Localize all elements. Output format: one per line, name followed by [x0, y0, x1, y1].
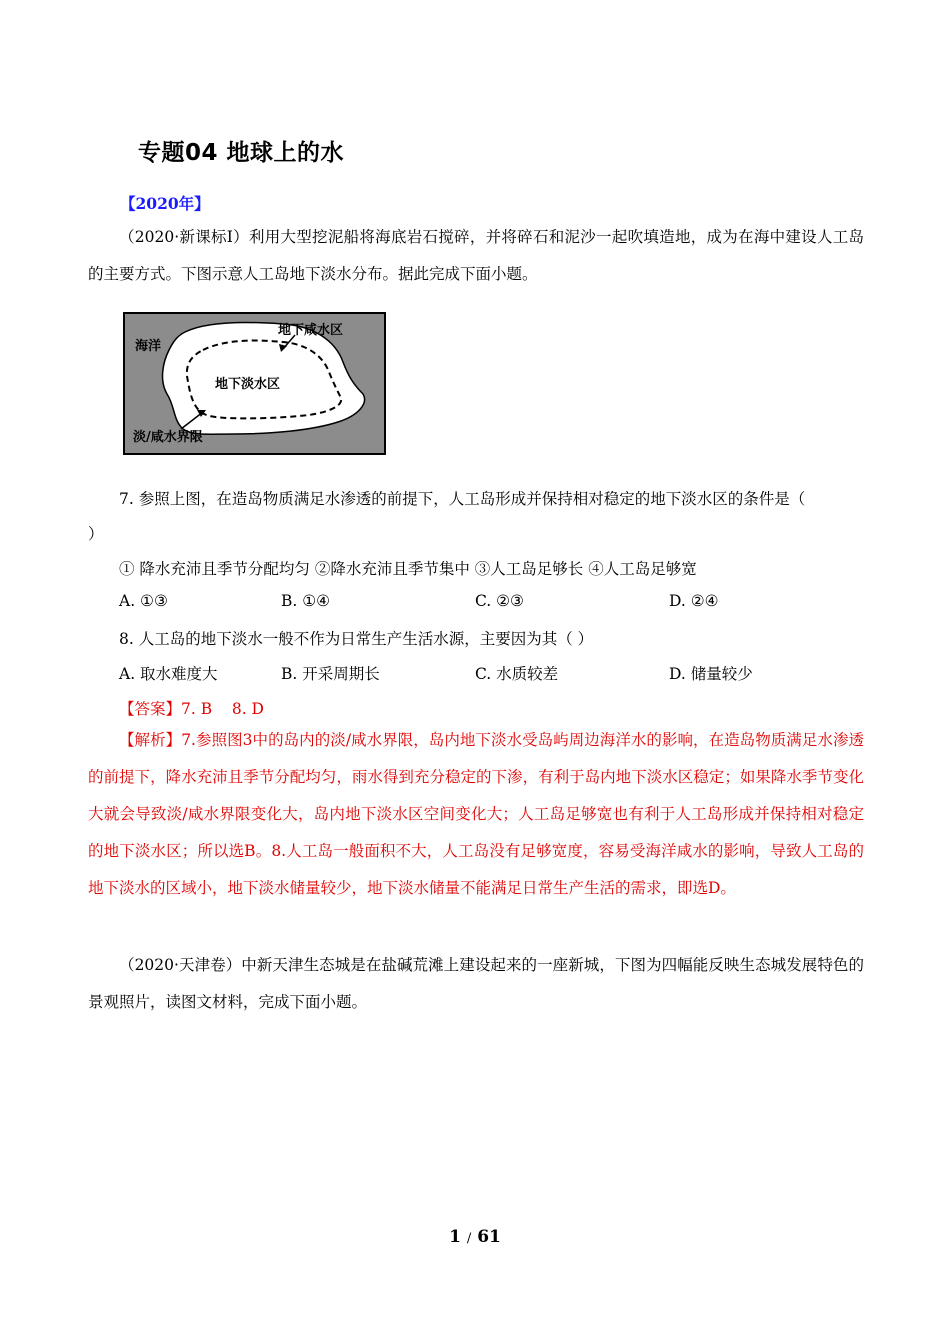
- analysis-tag: 【解析】: [119, 731, 182, 749]
- analysis-text: 7.参照图3中的岛内的淡/咸水界限，岛内地下淡水受岛屿周边海洋水的影响，在造岛物质满足水渗透的前提下，降水充沛且季节分配均匀，雨水得到充分稳定的下渗，有利于岛内地下淡水区稳定；如果降水季节变化大就会导致淡/咸水界限变化大，岛内地下淡水区空间变化大；人工岛足够宽也有利于人工岛形成并保持相对稳定的地下淡水区；所以选B。8.人工岛一般面积不大，人工岛没有足够宽度，容易受海洋咸水的影响，导致人工岛的地下淡水的区域小，地下淡水储量较少，地下淡水储量不能满足日常生产生活的需求，即选D。: [88, 731, 864, 897]
- analysis-paragraph: [88, 722, 864, 907]
- question-7-items: ① 降水充沛且季节分配均匀 ②降水充沛且季节集中 ③人工岛足够长 ④人工岛足够宽: [119, 560, 697, 578]
- year-section-tag: 【2020年】: [120, 194, 210, 213]
- q8-option-a: A. 取水难度大: [119, 665, 218, 683]
- map-label-freshwater: 地下淡水区: [215, 377, 281, 392]
- q7-option-b: B. ①④: [281, 592, 331, 610]
- question-7-stem: 7. 参照上图，在造岛物质满足水渗透的前提下，人工岛形成并保持相对稳定的地下淡水区的条件是（: [119, 490, 806, 508]
- q8-option-d: D. 储量较少: [669, 665, 753, 683]
- map-label-saltwater: 地下咸水区: [278, 323, 344, 338]
- question-8-stem: 8. 人工岛的地下淡水一般不作为日常生产生活水源，主要因为其（ ）: [119, 630, 594, 648]
- page-current: 1: [449, 1227, 461, 1247]
- q8-option-c: C. 水质较差: [475, 665, 559, 683]
- page-total: 61: [477, 1227, 501, 1247]
- answer-line: [119, 697, 264, 719]
- page-separator: /: [466, 1231, 472, 1246]
- q8-option-b: B. 开采周期长: [281, 665, 380, 683]
- answer-tag: 【答案】: [119, 700, 182, 718]
- page-number: [0, 1227, 950, 1247]
- map-label-boundary: 淡/咸水界限: [133, 430, 203, 445]
- map-label-ocean: 海洋: [135, 339, 162, 354]
- page-title: 专题04 地球上的水: [138, 140, 345, 166]
- q7-option-d: D. ②④: [669, 592, 719, 610]
- question-7-stem-close: ）: [88, 525, 104, 543]
- question-intro-2: （2020·天津卷）中新天津生态城是在盐碱荒滩上建设起来的一座新城，下图为四幅能反映生态城发展特色的景观照片，读图文材料，完成下面小题。: [88, 956, 864, 1011]
- q7-option-c: C. ②③: [475, 592, 524, 610]
- artificial-island-map: [123, 312, 386, 455]
- question-intro-1: （2020·新课标Ⅰ）利用大型挖泥船将海底岩石搅碎，并将碎石和泥沙一起吹填造地，成为在海中建设人工岛的主要方式。下图示意人工岛地下淡水分布。据此完成下面小题。: [88, 228, 864, 283]
- q7-option-a: A. ①③: [119, 592, 168, 610]
- answer-text: 7. B 8. D: [181, 700, 264, 718]
